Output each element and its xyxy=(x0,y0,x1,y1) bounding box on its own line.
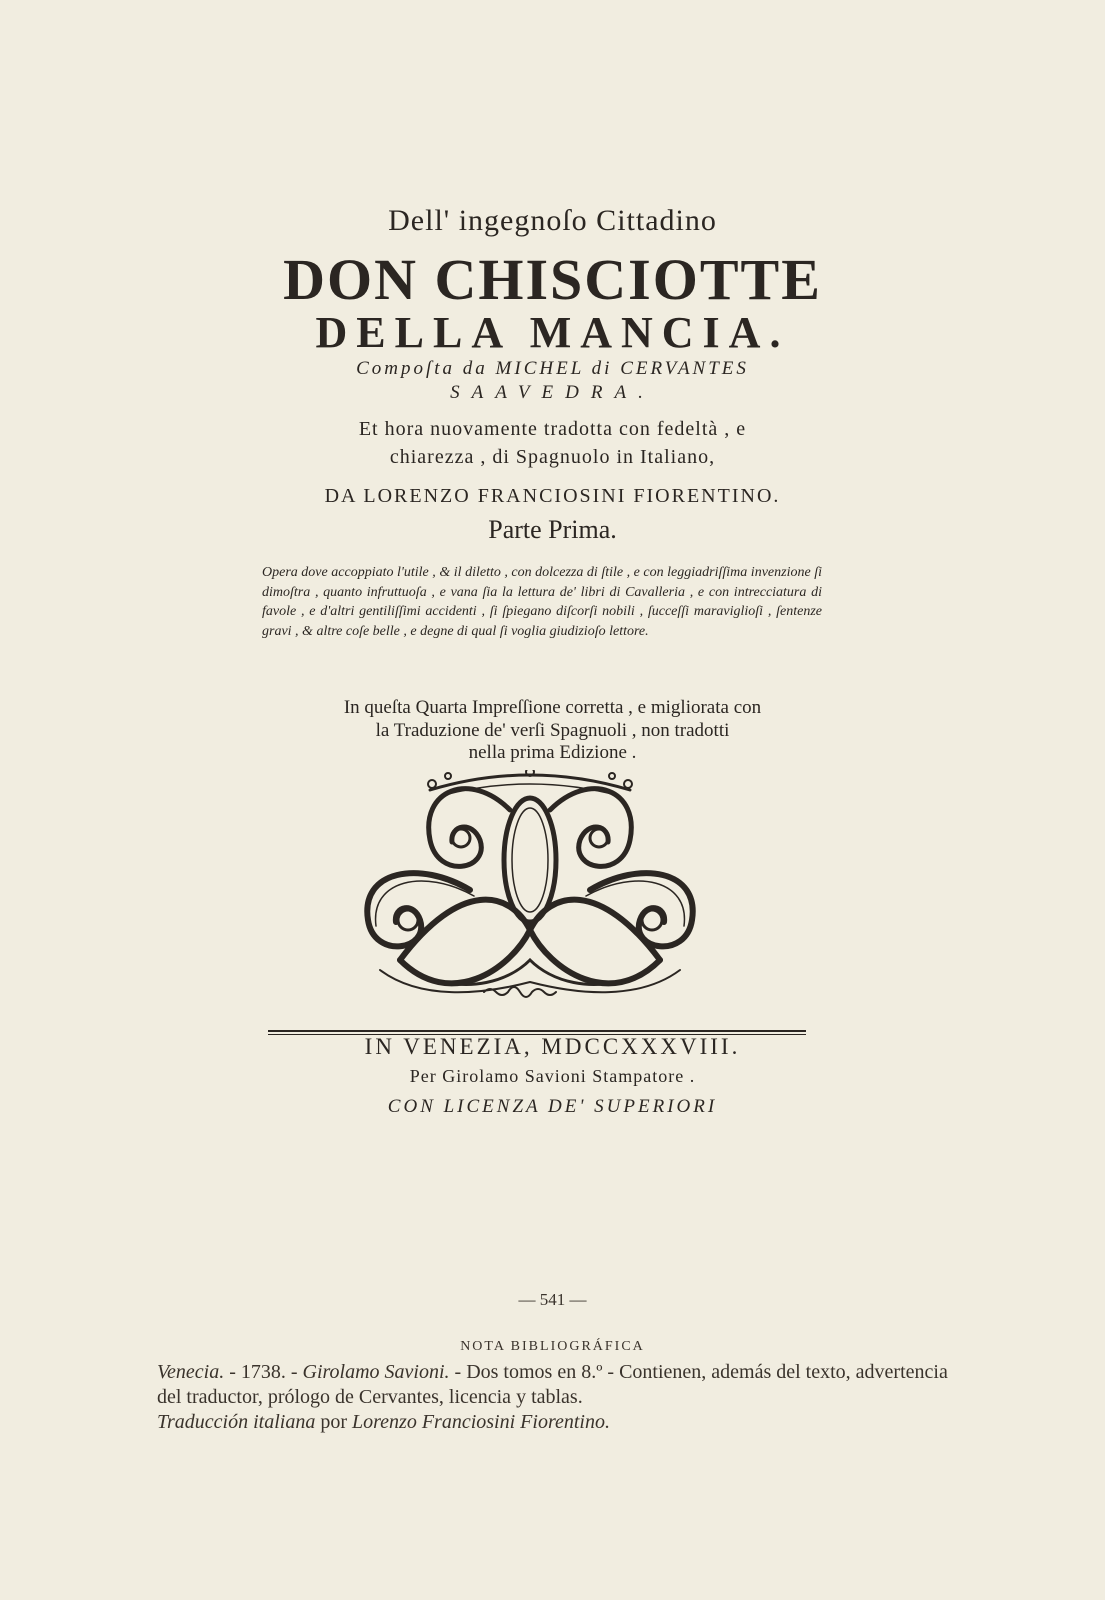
note-printer: Girolamo Savioni. xyxy=(302,1361,450,1383)
note-heading: NOTA BIBLIOGRÁFICA xyxy=(460,1339,645,1354)
impression-line-3: nella prima Edizione . xyxy=(468,742,637,763)
note-place: Venecia. xyxy=(157,1361,225,1383)
note-translator: Lorenzo Franciosini Fiorentino. xyxy=(352,1411,610,1433)
note-year: - 1738. - xyxy=(224,1361,303,1383)
translation-line-2: chiarezza , di Spagnuolo in Italiano, xyxy=(389,446,716,468)
title-line-ingegnoso: Dell' ingegnoſo Cittadino xyxy=(388,204,717,237)
page-number: — 541 — xyxy=(518,1290,587,1309)
note-by: por xyxy=(315,1411,353,1433)
title-della-mancia: DELLA MANCIA. xyxy=(315,308,790,357)
title-don-chisciotte: DON CHISCIOTTE xyxy=(283,247,822,312)
imprint-rule xyxy=(268,1030,806,1032)
imprint-licence: CON LICENZA DE' SUPERIORI xyxy=(387,1096,718,1117)
note-description: - Dos tomos en 8.º - Contienen, además del texto, advertencia del traductor, prólogo de Cervantes, licencia y tablas. xyxy=(157,1361,948,1408)
note-translation-label: Traducción italiana xyxy=(157,1411,316,1433)
imprint-place: IN VENEZIA, MDCCXXXVIII. xyxy=(364,1034,741,1059)
author-surname: SAAVEDRA. xyxy=(450,382,655,403)
opera-description: Opera dove accoppiato l'utile , & il diletto , con dolcezza di ſtile , e con leggiadriſſima invenzione ſi dimoſtra , quanto infruttuoſa , e vana ſia la lettura de' libri di Cavalleria , e con intrecciatura di favole , e d'altri gentiliſſimi accidenti , ſi ſpiegano diſcorſi nobili , ſucceſſi maravіglioſi , ſentenze gravi , & altre coſe belle , e degne di qual ſi voglia giudizioſo lettore. xyxy=(262,565,822,639)
printer-ornament-icon xyxy=(360,770,700,1002)
imprint-printer: Per Girolamo Savioni Stampatore . xyxy=(409,1066,696,1086)
part-title: Parte Prima. xyxy=(488,515,617,544)
author-line: Compoſta da MICHEL di CERVANTES xyxy=(356,358,749,379)
bibliographic-note xyxy=(157,1360,957,1435)
translator-line: DA LORENZO FRANCIOSINI FIORENTINO. xyxy=(324,485,781,507)
impression-line-1: In queſta Quarta Impreſſione corretta , e migliorata con xyxy=(343,697,762,718)
impression-line-2: la Traduzione de' verſi Spagnuoli , non tradotti xyxy=(375,720,730,741)
translation-line-1: Et hora nuovamente tradotta con fedeltà , e xyxy=(358,418,747,440)
